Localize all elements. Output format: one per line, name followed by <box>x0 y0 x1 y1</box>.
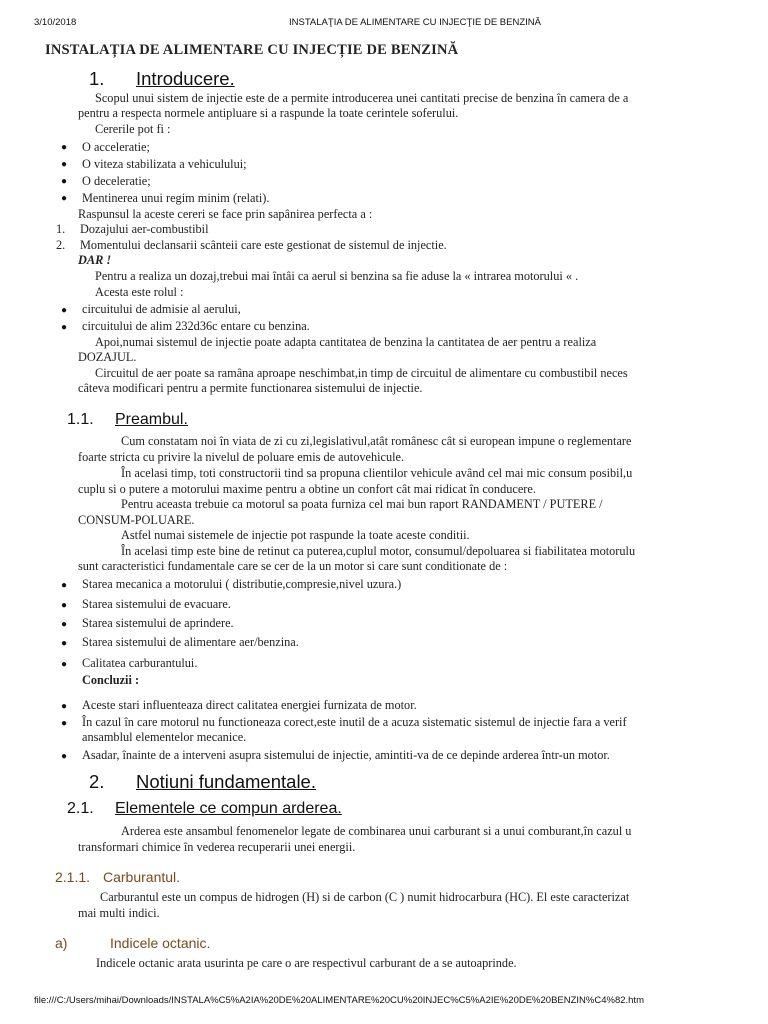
paragraph: Apoi,numai sistemul de injectie poate adapta cantitatea de benzina la cantitatea de aer pentru a realiza <box>95 335 597 349</box>
heading-text: Carburantul. <box>103 869 181 885</box>
list-item: Calitatea carburantului. <box>82 656 198 670</box>
paragraph: Raspunsul la aceste cereri se face prin sapânirea perfecta a : <box>78 207 373 221</box>
paragraph: Pentru aceasta trebuie ca motorul sa poata furniza cel mai bun raport RANDAMENT / PUTERE / <box>121 497 603 511</box>
bullet-icon: ● <box>61 176 68 187</box>
list-item: Dozajului aer-combustibil <box>80 222 209 236</box>
paragraph: Arderea este ansambul fenomenelor legate de combinarea unui carburant si a unui comburant,în cazul u <box>121 824 632 838</box>
heading-indicele-octanic <box>55 935 210 951</box>
bullet-icon: ● <box>61 718 68 729</box>
list-item: O viteza stabilizata a vehiculului; <box>82 157 247 171</box>
paragraph: Carburantul este un compus de hidrogen (H) si de carbon (C ) numit hidrocarbura (HC). El este caracterizat <box>100 890 630 904</box>
heading-text: Notiuni fundamentale. <box>136 771 316 792</box>
list-item: Momentului declansarii scânteii care este gestionat de sistemul de injectie. <box>80 238 447 252</box>
paragraph: sunt caracteristici fundamentale care se cer de la un motor si care sunt conditionate de : <box>78 559 508 573</box>
list-item: Starea mecanica a motorului ( distributie,compresie,nivel uzura.) <box>82 577 402 591</box>
paragraph: DOZAJUL. <box>78 350 137 364</box>
bullet-icon: ● <box>61 638 68 649</box>
heading-text: Indicele octanic. <box>110 935 211 951</box>
heading-text: Elementele ce compun arderea. <box>115 800 342 817</box>
paragraph: Acesta este rolul : <box>95 285 184 299</box>
heading-text: Introducere. <box>136 68 235 89</box>
heading-notiuni-fundamentale <box>89 771 316 793</box>
bullet-icon: ● <box>61 751 68 762</box>
paragraph: În acelasi timp este bine de retinut ca puterea,cuplul motor, consumul/depoluarea si fiabilitatea motorulu <box>121 544 636 558</box>
heading-number: 2. <box>89 771 105 792</box>
list-number: 1. <box>56 222 66 236</box>
heading-introducere <box>89 68 235 90</box>
paragraph: foarte stricta cu privire la nivelul de poluare emis de autovehicule. <box>78 450 405 464</box>
bullet-icon: ● <box>61 600 68 611</box>
list-item: Asadar, înainte de a interveni asupra sistemului de injectie, amintiti-va de ce depinde arderea într-un motor. <box>82 748 610 762</box>
list-item: O acceleratie; <box>82 140 150 154</box>
list-item: circuitului de alim 232d36c entare cu benzina. <box>82 319 310 333</box>
bullet-icon: ● <box>61 322 68 333</box>
paragraph: Circuitul de aer poate sa ramâna aproape neschimbat,in timp de circuitul de alimentare cu combustibil neces <box>95 366 628 380</box>
heading-text: Preambul. <box>115 411 188 428</box>
bullet-icon: ● <box>61 701 68 712</box>
list-item: circuitului de admisie al aerului, <box>82 302 241 316</box>
bullet-icon: ● <box>61 142 68 153</box>
print-title: INSTALAŢIA DE ALIMENTARE CU INJECŢIE DE BENZINĂ <box>289 17 541 28</box>
list-item: Starea sistemului de alimentare aer/benzina. <box>82 635 299 649</box>
paragraph: cuplu si o putere a motorului maxime pentru a obtine un confort cât mai ridicat în conducere. <box>78 482 536 496</box>
paragraph: Astfel numai sistemele de injectie pot raspunde la toate aceste conditii. <box>121 528 470 542</box>
heading-preambul <box>67 411 188 429</box>
emphasis-dar: DAR ! <box>78 253 112 267</box>
heading-number: a) <box>55 935 68 951</box>
heading-carburantul <box>55 869 180 885</box>
list-item: Starea sistemului de evacuare. <box>82 597 231 611</box>
list-item: O deceleratie; <box>82 174 151 188</box>
heading-number: 2.1. <box>67 800 94 817</box>
paragraph: Cum constatam noi în viata de zi cu zi,legislativul,atât românesc cât si european impune o reglementare <box>121 434 632 448</box>
bullet-icon: ● <box>61 659 68 670</box>
list-item: Starea sistemului de aprindere. <box>82 616 234 630</box>
print-date: 3/10/2018 <box>34 17 77 28</box>
bullet-icon: ● <box>61 305 68 316</box>
list-item-continuation: ansamblul elementelor mecanice. <box>82 730 247 744</box>
paragraph: Pentru a realiza un dozaj,trebui mai întâi ca aerul si benzina sa fie aduse la « intrarea motorului « . <box>95 269 579 283</box>
paragraph: mai multi indici. <box>78 906 160 920</box>
paragraph: pentru a respecta normele antipluare si a raspunde la toate cerintele soferului. <box>78 106 459 120</box>
paragraph: Cererile pot fi : <box>95 122 171 136</box>
paragraph: câteva modificari pentru a permite functionarea sistemului de injectie. <box>78 381 423 395</box>
paragraph: CONSUM-POLUARE. <box>78 513 195 527</box>
concluzii-label: Concluzii : <box>82 673 140 687</box>
paragraph: Indicele octanic arata usurinta pe care o are respectivul carburant de a se autoaprinde. <box>96 956 517 970</box>
bullet-icon: ● <box>61 193 68 204</box>
bullet-icon: ● <box>61 580 68 591</box>
list-item: Aceste stari influenteaza direct calitatea energiei furnizata de motor. <box>82 698 417 712</box>
heading-number: 2.1.1. <box>55 869 91 885</box>
paragraph: În acelasi timp, toti constructorii tind sa propuna clientilor vehicule având cel mai mic consum posibil,u <box>121 466 633 480</box>
bullet-icon: ● <box>61 159 68 170</box>
bullet-icon: ● <box>61 619 68 630</box>
heading-elementele-arderii <box>67 800 342 818</box>
heading-number: 1. <box>89 68 105 89</box>
list-item: În cazul în care motorul nu functioneaza corect,este inutil de a acuza sistematic sistemul de injectie fara a verif <box>82 715 627 729</box>
print-footer-path: file:///C:/Users/mihai/Downloads/INSTALA%C5%A2IA%20DE%20ALIMENTARE%20CU%20INJEC%C5%A2IE%20DE%20BENZIN%C4%82.htm <box>34 995 644 1006</box>
document-title: INSTALAȚIA DE ALIMENTARE CU INJECȚIE DE BENZINĂ <box>45 42 459 58</box>
paragraph: Scopul unui sistem de injectie este de a permite introducerea unei cantitati precise de benzina în camera de a <box>95 91 629 105</box>
heading-number: 1.1. <box>67 411 94 428</box>
paragraph: transformari chimice în vederea recuperarii unei energii. <box>78 840 356 854</box>
list-number: 2. <box>56 238 66 252</box>
list-item: Mentinerea unui regim minim (relati). <box>82 191 270 205</box>
